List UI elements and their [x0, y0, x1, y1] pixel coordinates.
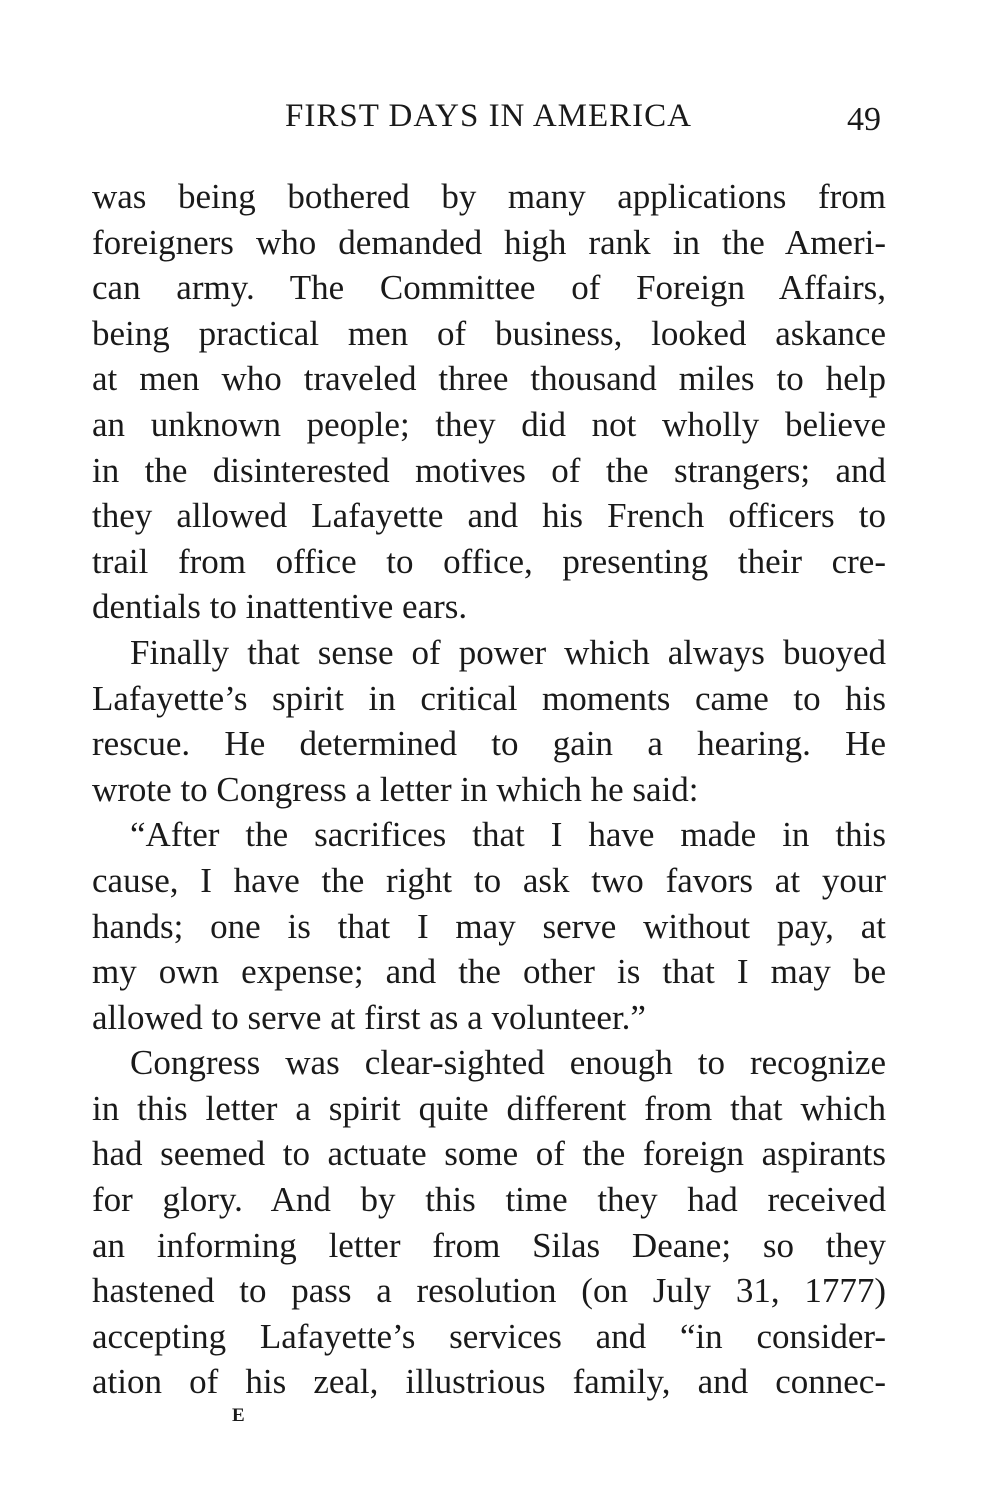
- text-line: being practical men of business, looked askance: [92, 313, 886, 353]
- text-line: an unknown people; they did not wholly believe: [92, 404, 886, 444]
- text-line: was being bothered by many applications from: [92, 177, 886, 216]
- running-head: [90, 92, 887, 140]
- text-line: Finally that sense of power which always buoyed: [130, 632, 886, 672]
- text-line: ation of his zeal, illustrious family, and connec-: [92, 1362, 886, 1402]
- text-line: hands; one is that I may serve without pay, at: [92, 906, 886, 946]
- text-line: hastened to pass a resolution (on July 31, 1777): [92, 1271, 886, 1311]
- text-line: Congress was clear-sighted enough to recognize: [130, 1043, 886, 1083]
- text-line: wrote to Congress a letter in which he said:: [92, 769, 699, 809]
- text-line: an informing letter from Silas Deane; so they: [92, 1225, 886, 1265]
- text-line: foreigners who demanded high rank in the Ameri-: [92, 222, 886, 262]
- body-text: [92, 174, 886, 1405]
- text-line: at men who traveled three thousand miles to help: [92, 359, 886, 399]
- text-line: accepting Lafayette’s services and “in consider-: [92, 1316, 886, 1356]
- text-line: they allowed Lafayette and his French officers to: [92, 496, 886, 536]
- text-line: in this letter a spirit quite different from that which: [92, 1088, 886, 1128]
- text-line: trail from office to office, presenting their cre-: [92, 541, 886, 581]
- signature-mark: E: [232, 1405, 246, 1426]
- text-line: dentials to inattentive ears.: [92, 587, 468, 627]
- text-line: cause, I have the right to ask two favors at your: [92, 860, 886, 900]
- running-title: FIRST DAYS IN AMERICA: [284, 98, 692, 134]
- text-line: Lafayette’s spirit in critical moments came to his: [92, 678, 886, 718]
- text-line: rescue. He determined to gain a hearing. He: [92, 724, 886, 764]
- text-line: for glory. And by this time they had received: [92, 1180, 886, 1220]
- text-line: “After the sacrifices that I have made in this: [130, 815, 886, 855]
- text-line: in the disinterested motives of the strangers; and: [92, 450, 886, 490]
- page-number: 49: [847, 101, 881, 138]
- text-line: can army. The Committee of Foreign Affairs,: [92, 268, 886, 308]
- text-line: my own expense; and the other is that I may be: [92, 952, 886, 992]
- text-line: allowed to serve at first as a volunteer.”: [92, 997, 646, 1037]
- text-line: had seemed to actuate some of the foreign aspirants: [92, 1134, 886, 1174]
